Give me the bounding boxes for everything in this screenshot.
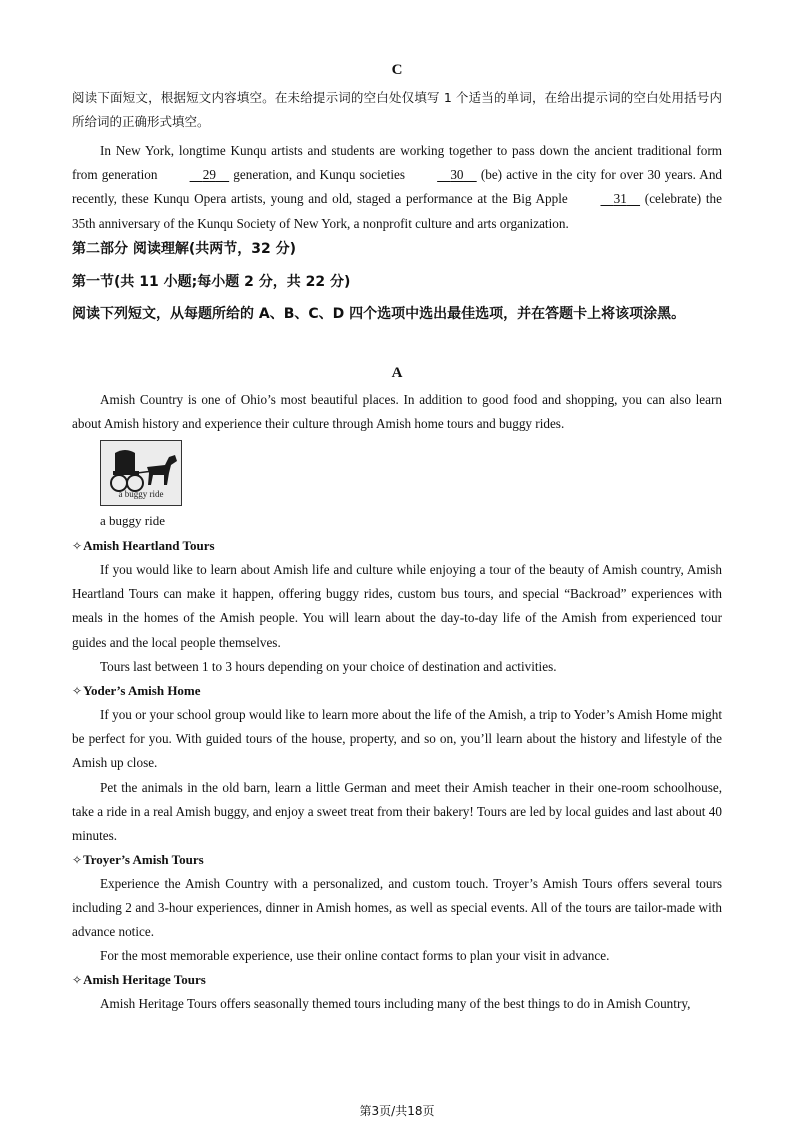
part2-instructions: 阅读下列短文，从每题所给的 A、B、C、D 四个选项中选出最佳选项，并在答题卡上将该项涂黑。 bbox=[72, 306, 686, 322]
diamond-icon: ✧ bbox=[72, 973, 83, 987]
blank-31[interactable]: 31 bbox=[613, 191, 627, 207]
passage-text-1: In New York, longtime Kunqu artists and students are working together to pass down the ancient traditional form from generation bbox=[72, 143, 722, 183]
page-footer: 第3页/共18页 bbox=[359, 1104, 435, 1118]
section-c-instructions: 阅读下面短文，根据短文内容填空。在未给提示词的空白处仅填写 1 个适当的单词，在给出提示词的空白处用括号内所给词的正确形式填空。 bbox=[72, 90, 722, 130]
heading-heritage bbox=[72, 968, 206, 992]
heartland-para-2: Tours last between 1 to 3 hours depending on your choice of destination and activities. bbox=[100, 659, 557, 674]
image-caption: a buggy ride bbox=[100, 513, 165, 528]
heading-text: Amish Heritage Tours bbox=[83, 972, 206, 987]
heritage-para-1: Amish Heritage Tours offers seasonally themed tours including many of the best things to do in Amish Country, bbox=[100, 996, 691, 1011]
heading-heartland bbox=[72, 534, 215, 558]
diamond-icon: ✧ bbox=[72, 853, 83, 867]
yoders-para-1: If you or your school group would like to learn more about the life of the Amish, a trip to Yoder’s Amish Home might be perfect for you. With guided tours of the house, property, and so on, you’ll learn about the history and lifestyle of the Amish up close. bbox=[72, 707, 722, 771]
passage-text-4: (celebrate) the 35th anniversary of the Kunqu Society of New York, a nonprofit culture and arts organization. bbox=[72, 191, 723, 231]
part2-section1: 第一节(共 11 小题;每小题 2 分，共 22 分) bbox=[72, 274, 351, 290]
blank-29[interactable]: 29 bbox=[202, 167, 216, 183]
yoders-para-2: Pet the animals in the old barn, learn a little German and meet their Amish teacher in their one-room schoolhouse, take a ride in a real Amish buggy, and enjoy a sweet treat from their bakery! Tours are led by local guides and last about 40 minutes. bbox=[72, 780, 722, 844]
heading-text: Troyer’s Amish Tours bbox=[83, 852, 204, 867]
heading-text: Yoder’s Amish Home bbox=[83, 683, 201, 698]
heading-troyers bbox=[72, 848, 204, 872]
troyers-para-1: Experience the Amish Country with a personalized, and custom touch. Troyer’s Amish Tours offers several tours including 2 and 3-hour experiences, dinner in Amish homes, as well as special events. All of the tours are tailor-made with advance notice. bbox=[72, 876, 722, 940]
diamond-icon: ✧ bbox=[72, 539, 83, 553]
passage-a-letter: A bbox=[391, 365, 403, 381]
section-c-passage bbox=[72, 139, 722, 236]
buggy-ride-image bbox=[100, 440, 182, 506]
part2-title: 第二部分 阅读理解(共两节，32 分) bbox=[72, 241, 297, 257]
passage-text-3: (be) active in the city for over 30 years. And recently, these Kunqu Opera artists, young and old, staged a performance at the Big Apple bbox=[72, 167, 723, 207]
section-c-letter: C bbox=[391, 62, 403, 78]
passage-a-intro: Amish Country is one of Ohio’s most beautiful places. In addition to good food and shopping, you can also learn about Amish history and experience their culture through Amish home tours and buggy rides. bbox=[72, 392, 722, 432]
heading-yoders bbox=[72, 679, 201, 703]
passage-text-2: generation, and Kunqu societies bbox=[233, 167, 405, 183]
heading-text: Amish Heartland Tours bbox=[83, 538, 215, 553]
troyers-para-2: For the most memorable experience, use their online contact forms to plan your visit in advance. bbox=[100, 948, 610, 963]
heartland-para-1: If you would like to learn about Amish life and culture while enjoying a tour of the beauty of Amish country, Amish Heartland Tours can make it happen, offering buggy rides, custom bus tours, and special “Backroad” experiences with meals in the homes of the Amish people. You will learn about the day-to-day life of the Amish from experienced tour guides and the local people themselves. bbox=[72, 562, 722, 650]
blank-30[interactable]: 30 bbox=[450, 167, 464, 183]
image-inner-text: a buggy ride bbox=[118, 489, 164, 499]
diamond-icon: ✧ bbox=[72, 684, 83, 698]
